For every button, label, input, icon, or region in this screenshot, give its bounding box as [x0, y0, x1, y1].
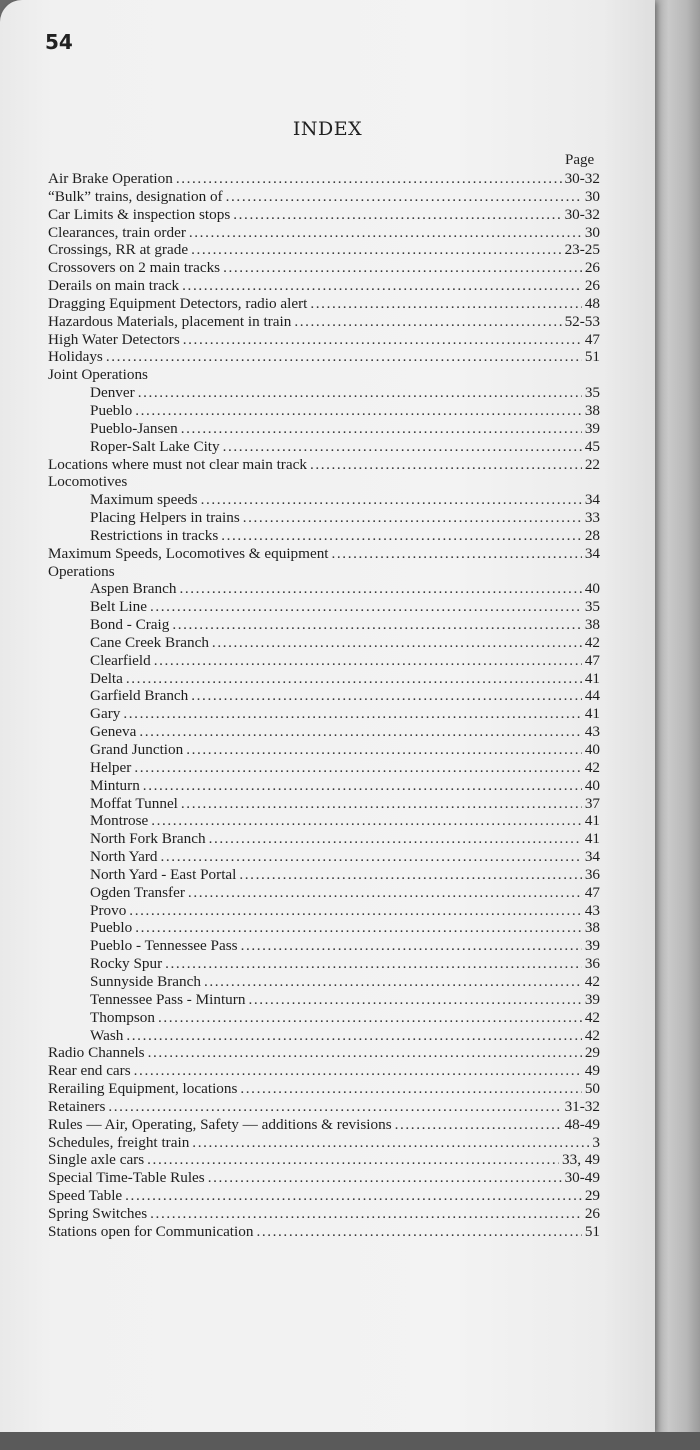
index-entry — [48, 563, 600, 581]
index-title: INDEX — [292, 118, 363, 140]
entry-label: High Water Detectors — [48, 330, 180, 348]
entry-label: Roper-Salt Lake City — [90, 437, 220, 455]
entry-label: Dragging Equipment Detectors, radio alert — [48, 294, 308, 312]
dot-leader — [108, 1098, 561, 1116]
entry-label: Delta — [90, 669, 123, 687]
entry-page: 26 — [584, 277, 600, 295]
index-entry — [48, 241, 600, 259]
dot-leader — [221, 527, 582, 545]
index-entry — [48, 188, 600, 206]
index-entry — [48, 1116, 600, 1134]
entry-page: 44 — [584, 687, 600, 705]
entry-page: 36 — [584, 955, 600, 973]
page-column-header: Page — [565, 152, 595, 168]
dot-leader — [148, 1044, 582, 1062]
entry-label: Garfield Branch — [90, 687, 189, 705]
index-subentry — [48, 1027, 600, 1045]
dot-leader — [209, 830, 582, 848]
entry-label: Montrose — [90, 812, 149, 830]
entry-page: 51 — [584, 348, 600, 366]
entry-page: 29 — [584, 1187, 600, 1205]
entry-page: 42 — [584, 1008, 600, 1026]
entry-label: Clearances, train order — [48, 223, 186, 241]
dot-leader — [138, 384, 582, 402]
entry-page: 47 — [584, 330, 600, 348]
index-subentry — [48, 795, 600, 813]
dot-leader — [191, 241, 562, 259]
index-entries — [48, 170, 600, 1241]
entry-page: 42 — [584, 758, 600, 776]
entry-label: Geneva — [90, 723, 137, 741]
entry-label: Speed Table — [48, 1187, 123, 1205]
entry-page: 23-25 — [564, 241, 600, 259]
index-subentry — [48, 973, 600, 991]
dot-leader — [147, 1151, 559, 1169]
page-number: 54 — [45, 30, 73, 54]
entry-label: Restrictions in tracks — [90, 526, 219, 544]
entry-label: Tennessee Pass - Minturn — [90, 990, 246, 1008]
entry-label: Schedules, freight train — [48, 1133, 190, 1151]
entry-label: Rules — Air, Operating, Safety — additions & revisions — [48, 1115, 392, 1133]
entry-label: Thompson — [90, 1008, 155, 1026]
dot-leader — [233, 206, 561, 224]
dot-leader — [188, 884, 582, 902]
dot-leader — [125, 1187, 582, 1205]
index-subentry — [48, 705, 600, 723]
entry-page: 47 — [584, 651, 600, 669]
entry-page: 42 — [584, 633, 600, 651]
entry-label: Moffat Tunnel — [90, 794, 178, 812]
index-subentry — [48, 652, 600, 670]
entry-page: 41 — [584, 669, 600, 687]
entry-page: 42 — [584, 972, 600, 990]
entry-label: North Fork Branch — [90, 830, 206, 848]
dot-leader — [161, 848, 582, 866]
index-subentry — [48, 812, 600, 830]
index-entry — [48, 1062, 600, 1080]
entry-label: Joint Operations — [48, 366, 148, 384]
entry-page: 52-53 — [564, 312, 600, 330]
index-entry — [48, 170, 600, 188]
dot-leader — [106, 348, 582, 366]
entry-page: 48 — [584, 294, 600, 312]
entry-page: 41 — [584, 830, 600, 848]
dot-leader — [186, 741, 582, 759]
entry-page: 28 — [584, 526, 600, 544]
entry-label: Air Brake Operation — [48, 170, 173, 187]
dot-leader — [310, 456, 582, 474]
entry-page: 34 — [584, 544, 600, 562]
entry-label: Belt Line — [90, 598, 147, 616]
index-entry — [48, 1080, 600, 1098]
dot-leader — [134, 1062, 582, 1080]
entry-page: 36 — [584, 865, 600, 883]
dot-leader — [126, 670, 582, 688]
index-subentry — [48, 955, 600, 973]
entry-label: Maximum Speeds, Locomotives & equipment — [48, 544, 329, 562]
entry-label: Cane Creek Branch — [90, 633, 209, 651]
entry-page: 30-49 — [564, 1169, 600, 1187]
entry-page: 33, 49 — [562, 1151, 600, 1169]
dot-leader — [294, 313, 561, 331]
index-entry — [48, 1187, 600, 1205]
entry-label: Car Limits & inspection stops — [48, 205, 231, 223]
index-entry — [48, 277, 600, 295]
dot-leader — [134, 759, 581, 777]
dot-leader — [332, 545, 582, 563]
entry-label: Ogden Transfer — [90, 883, 185, 901]
index-entry — [48, 331, 600, 349]
dot-leader — [243, 509, 582, 527]
entry-label: Sunnyside Branch — [90, 972, 201, 990]
index-subentry — [48, 884, 600, 902]
entry-page: 34 — [584, 848, 600, 866]
entry-label: Gary — [90, 705, 121, 723]
index-subentry — [48, 759, 600, 777]
dot-leader — [256, 1223, 581, 1241]
index-subentry — [48, 402, 600, 420]
entry-page: 51 — [584, 1222, 600, 1240]
index-entry — [48, 473, 600, 491]
entry-label: North Yard — [90, 848, 158, 866]
entry-label: Hazardous Materials, placement in train — [48, 312, 292, 330]
index-subentry — [48, 491, 600, 509]
index-entry — [48, 313, 600, 331]
dot-leader — [176, 170, 562, 188]
index-entry — [48, 1044, 600, 1062]
dot-leader — [191, 687, 582, 705]
index-entry — [48, 456, 600, 474]
entry-label: Holidays — [48, 348, 103, 366]
index-entry — [48, 206, 600, 224]
dot-leader — [172, 616, 582, 634]
entry-page: 26 — [584, 1204, 600, 1222]
entry-label: Minturn — [90, 776, 140, 794]
entry-page: 38 — [584, 919, 600, 937]
page-edge-shadow — [655, 0, 700, 1450]
entry-page: 45 — [584, 437, 600, 455]
index-subentry — [48, 902, 600, 920]
entry-page: 41 — [584, 705, 600, 723]
entry-page: 30 — [584, 187, 600, 205]
dot-leader — [192, 1134, 589, 1152]
index-subentry — [48, 616, 600, 634]
entry-page: 40 — [584, 741, 600, 758]
dot-leader — [139, 723, 581, 741]
index-entry — [48, 1098, 600, 1116]
dot-leader — [223, 438, 582, 456]
dot-leader — [239, 866, 581, 884]
index-entry — [48, 1134, 600, 1152]
entry-page: 42 — [584, 1026, 600, 1044]
entry-page: 47 — [584, 883, 600, 901]
dot-leader — [182, 277, 582, 295]
entry-page: 30-32 — [564, 170, 600, 187]
entry-label: Special Time-Table Rules — [48, 1169, 205, 1187]
dot-leader — [395, 1116, 562, 1134]
entry-label: Derails on main track — [48, 277, 180, 295]
dot-leader — [310, 295, 581, 313]
entry-page: 30-32 — [564, 205, 600, 223]
index-subentry — [48, 420, 600, 438]
index-entry — [48, 366, 600, 384]
index-subentry — [48, 634, 600, 652]
index-entry — [48, 1151, 600, 1169]
dot-leader — [135, 402, 582, 420]
entry-page: 37 — [584, 794, 600, 812]
dot-leader — [204, 973, 582, 991]
dot-leader — [150, 1205, 582, 1223]
entry-label: Provo — [90, 901, 127, 919]
entry-page: 39 — [584, 937, 600, 955]
index-entry — [48, 224, 600, 242]
index-subentry — [48, 777, 600, 795]
entry-label: “Bulk” trains, designation of — [48, 187, 223, 205]
entry-label: Stations open for Communication — [48, 1222, 254, 1240]
index-subentry — [48, 580, 600, 598]
entry-label: Aspen Branch — [90, 580, 177, 598]
entry-label: Rocky Spur — [90, 955, 163, 973]
entry-label: Rerailing Equipment, locations — [48, 1080, 238, 1098]
dot-leader — [248, 991, 581, 1009]
entry-label: Radio Channels — [48, 1044, 145, 1062]
entry-label: Retainers — [48, 1097, 106, 1115]
index-subentry — [48, 866, 600, 884]
dot-leader — [150, 598, 582, 616]
index-entry — [48, 259, 600, 277]
index-subentry — [48, 670, 600, 688]
entry-page: 49 — [584, 1062, 600, 1080]
entry-page: 39 — [584, 990, 600, 1008]
dot-leader — [226, 188, 582, 206]
index-subentry — [48, 723, 600, 741]
dot-leader — [223, 259, 582, 277]
dot-leader — [201, 491, 582, 509]
index-subentry — [48, 687, 600, 705]
entry-label: Single axle cars — [48, 1151, 145, 1169]
index-subentry — [48, 527, 600, 545]
entry-page: 33 — [584, 509, 600, 527]
entry-label: Rear end cars — [48, 1062, 131, 1080]
entry-label: Spring Switches — [48, 1204, 148, 1222]
dot-leader — [208, 1169, 562, 1187]
entry-page: 41 — [584, 812, 600, 830]
entry-label: Grand Junction — [90, 741, 184, 758]
dot-leader — [240, 1080, 581, 1098]
entry-page: 43 — [584, 723, 600, 741]
entry-label: Locomotives — [48, 473, 128, 491]
dot-leader — [165, 955, 582, 973]
index-entry — [48, 348, 600, 366]
index-subentry — [48, 848, 600, 866]
index-entry — [48, 545, 600, 563]
entry-label: Maximum speeds — [90, 491, 198, 509]
entry-label: Pueblo — [90, 401, 133, 419]
entry-label: Locations where must not clear main track — [48, 455, 307, 473]
entry-page: 30 — [584, 223, 600, 241]
index-subentry — [48, 509, 600, 527]
dot-leader — [135, 919, 582, 937]
index-subentry — [48, 937, 600, 955]
entry-label: Pueblo — [90, 919, 133, 937]
entry-page: 39 — [584, 419, 600, 437]
entry-page: 22 — [584, 455, 600, 473]
index-subentry — [48, 741, 600, 759]
entry-label: Operations — [48, 562, 115, 580]
entry-page: 43 — [584, 901, 600, 919]
dot-leader — [154, 652, 582, 670]
dot-leader — [151, 812, 582, 830]
entry-page: 35 — [584, 598, 600, 616]
entry-label: Crossings, RR at grade — [48, 241, 189, 259]
entry-label: North Yard - East Portal — [90, 865, 237, 883]
index-subentry — [48, 384, 600, 402]
index-subentry — [48, 438, 600, 456]
entry-label: Bond - Craig — [90, 616, 170, 634]
index-subentry — [48, 598, 600, 616]
dot-leader — [129, 902, 582, 920]
entry-page: 34 — [584, 491, 600, 509]
entry-label: Wash — [90, 1026, 124, 1044]
entry-page: 40 — [584, 776, 600, 794]
index-entry — [48, 1205, 600, 1223]
dot-leader — [212, 634, 582, 652]
entry-label: Clearfield — [90, 651, 151, 669]
dot-leader — [126, 1027, 581, 1045]
entry-page: 26 — [584, 259, 600, 277]
entry-page: 3 — [592, 1133, 600, 1151]
dot-leader — [143, 777, 582, 795]
index-entry — [48, 1223, 600, 1241]
dot-leader — [123, 705, 581, 723]
entry-page: 48-49 — [564, 1115, 600, 1133]
index-entry — [48, 295, 600, 313]
dot-leader — [241, 937, 582, 955]
dot-leader — [189, 224, 582, 242]
scan-bottom-edge — [0, 1432, 700, 1450]
dot-leader — [181, 795, 582, 813]
entry-label: Helper — [90, 758, 132, 776]
entry-label: Pueblo-Jansen — [90, 419, 178, 437]
index-subentry — [48, 919, 600, 937]
entry-page: 31-32 — [564, 1097, 600, 1115]
entry-page: 35 — [584, 384, 600, 402]
index-subentry — [48, 991, 600, 1009]
entry-label: Crossovers on 2 main tracks — [48, 259, 221, 277]
entry-label: Placing Helpers in trains — [90, 509, 240, 527]
index-subentry — [48, 830, 600, 848]
index-subentry — [48, 1009, 600, 1027]
dot-leader — [183, 331, 582, 349]
dot-leader — [158, 1009, 582, 1027]
entry-label: Pueblo - Tennessee Pass — [90, 937, 238, 955]
index-entry — [48, 1169, 600, 1187]
entry-page: 50 — [584, 1080, 600, 1098]
entry-page: 38 — [584, 616, 600, 634]
entry-page: 38 — [584, 401, 600, 419]
dot-leader — [181, 420, 582, 438]
entry-page: 40 — [584, 580, 600, 598]
entry-page: 29 — [584, 1044, 600, 1062]
entry-label: Denver — [90, 384, 135, 402]
dot-leader — [179, 580, 581, 598]
